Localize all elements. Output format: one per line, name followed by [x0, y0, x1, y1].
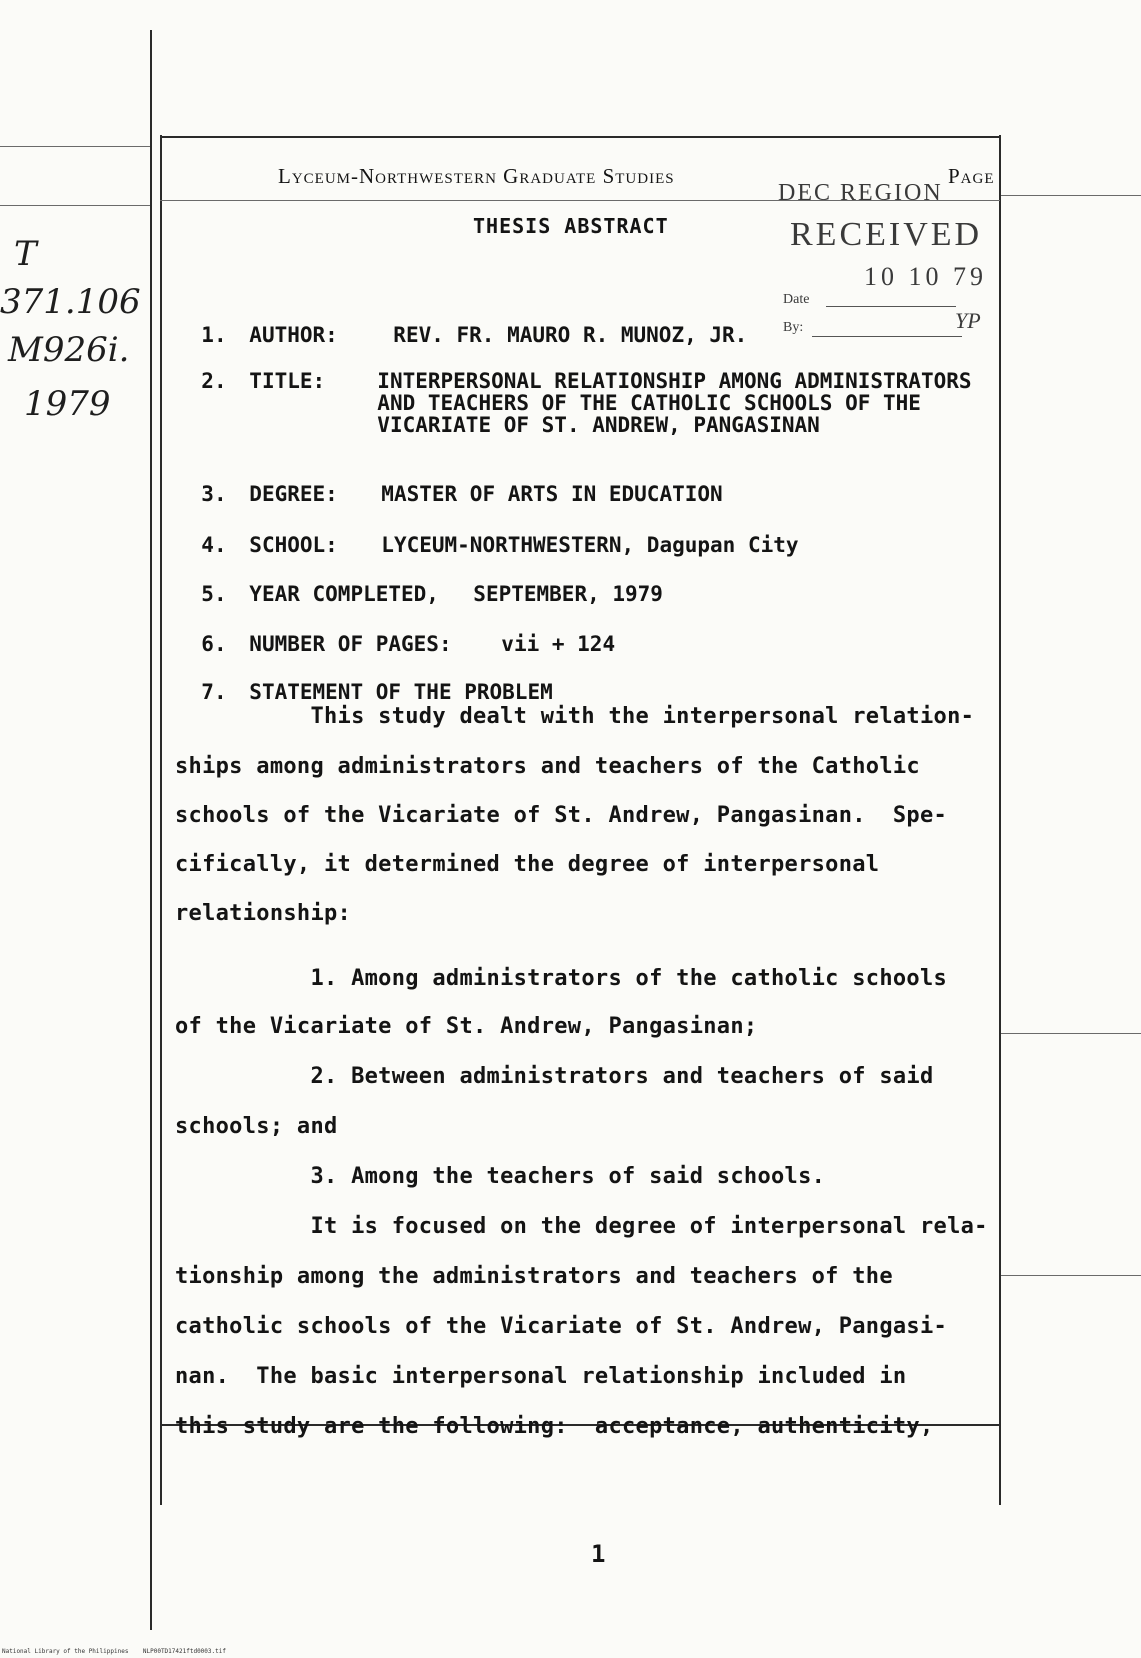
left-side-rule-2 — [0, 205, 150, 206]
body-line: of the Vicariate of St. Andrew, Pangasinan; — [175, 1014, 758, 1039]
title-field-cont — [352, 389, 820, 437]
stamp-region: DEC REGION — [778, 180, 943, 206]
body-line: schools of the Vicariate of St. Andrew, Pangasinan. Spe- — [175, 803, 948, 828]
pages-value: vii + 124 — [501, 632, 616, 656]
body-line: ships among administrators and teachers of the Catholic — [175, 754, 920, 779]
field-label: NUMBER OF PAGES: — [249, 632, 452, 656]
field-number: 2. — [201, 369, 227, 393]
body-line: catholic schools of the Vicariate of St. Andrew, Pangasi- — [175, 1314, 948, 1339]
field-number: 4. — [201, 533, 227, 557]
institution-header: Lyceum-Northwestern Graduate Studies — [278, 164, 675, 188]
stamp-by-label: By: — [783, 320, 804, 335]
page-title: THESIS ABSTRACT — [473, 214, 669, 238]
body-line: cifically, it determined the degree of interpersonal — [175, 852, 880, 877]
author-value: REV. FR. MAURO R. MUNOZ, JR. — [393, 323, 748, 347]
top-rule — [160, 136, 1000, 138]
stamp-initials: YP — [955, 308, 981, 333]
field-label: SCHOOL: — [249, 533, 338, 557]
title-value-line: AND TEACHERS OF THE CATHOLIC SCHOOLS OF THE — [377, 391, 921, 415]
left-side-rule-1 — [0, 146, 150, 147]
problem-field — [176, 656, 553, 704]
right-side-rule-3 — [1001, 1275, 1141, 1276]
body-line: This study dealt with the interpersonal relation- — [175, 704, 975, 729]
stamp-by-line — [812, 336, 962, 337]
body-line: tionship among the administrators and teachers of the — [175, 1264, 893, 1289]
page-label: Page — [948, 164, 995, 188]
field-label: STATEMENT OF THE PROBLEM — [249, 680, 553, 704]
degree-value: MASTER OF ARTS IN EDUCATION — [381, 482, 723, 506]
school-value: LYCEUM-NORTHWESTERN, Dagupan City — [381, 533, 799, 557]
field-number: 7. — [201, 680, 227, 704]
content-left-rule — [160, 135, 162, 1505]
field-label: TITLE: — [249, 369, 326, 393]
field-number: 3. — [201, 482, 227, 506]
stamp-date-line — [826, 306, 956, 307]
body-line: schools; and — [175, 1114, 338, 1139]
author-field — [176, 299, 747, 347]
margin-note: 1979 — [24, 384, 111, 424]
body-line: It is focused on the degree of interpersonal rela- — [175, 1214, 988, 1239]
year-field — [176, 558, 663, 606]
school-field — [176, 509, 799, 557]
field-number: 1. — [201, 323, 227, 347]
margin-note: 371.106 — [0, 282, 141, 322]
body-line: nan. The basic interpersonal relationship included in — [175, 1364, 907, 1389]
body-line: relationship: — [175, 901, 352, 926]
field-label: YEAR COMPLETED, — [249, 582, 439, 606]
body-line: 3. Among the teachers of said schools. — [175, 1164, 826, 1189]
margin-note: T — [14, 234, 37, 274]
body-line: 2. Between administrators and teachers of said — [175, 1064, 934, 1089]
title-value-line: VICARIATE OF ST. ANDREW, PANGASINAN — [377, 413, 820, 437]
field-number: 6. — [201, 632, 227, 656]
stamp-received: RECEIVED — [790, 216, 983, 253]
stamp-date-label: Date — [783, 292, 810, 307]
page-number: 1 — [591, 1540, 606, 1568]
body-line: this study are the following: acceptance, authenticity, — [175, 1414, 934, 1439]
right-side-rule-1 — [1001, 195, 1141, 196]
margin-note: M926i. — [8, 330, 130, 370]
year-value: SEPTEMBER, 1979 — [473, 582, 663, 606]
degree-field — [176, 458, 723, 506]
left-margin-rule — [150, 30, 152, 1630]
field-number: 5. — [201, 582, 227, 606]
content-right-rule — [999, 135, 1001, 1505]
body-line: 1. Among administrators of the catholic schools — [175, 966, 948, 991]
right-side-rule-2 — [1001, 1033, 1141, 1034]
title-value-line: INTERPERSONAL RELATIONSHIP AMONG ADMINISTRATORS — [377, 369, 972, 393]
field-label: DEGREE: — [249, 482, 338, 506]
scan-footer: National Library of the Philippines NLP00TD17421ftd0003.tif — [2, 1648, 226, 1655]
stamp-date-value: 10 10 79 — [864, 262, 987, 291]
pages-field — [176, 608, 615, 656]
field-label: AUTHOR: — [249, 323, 338, 347]
